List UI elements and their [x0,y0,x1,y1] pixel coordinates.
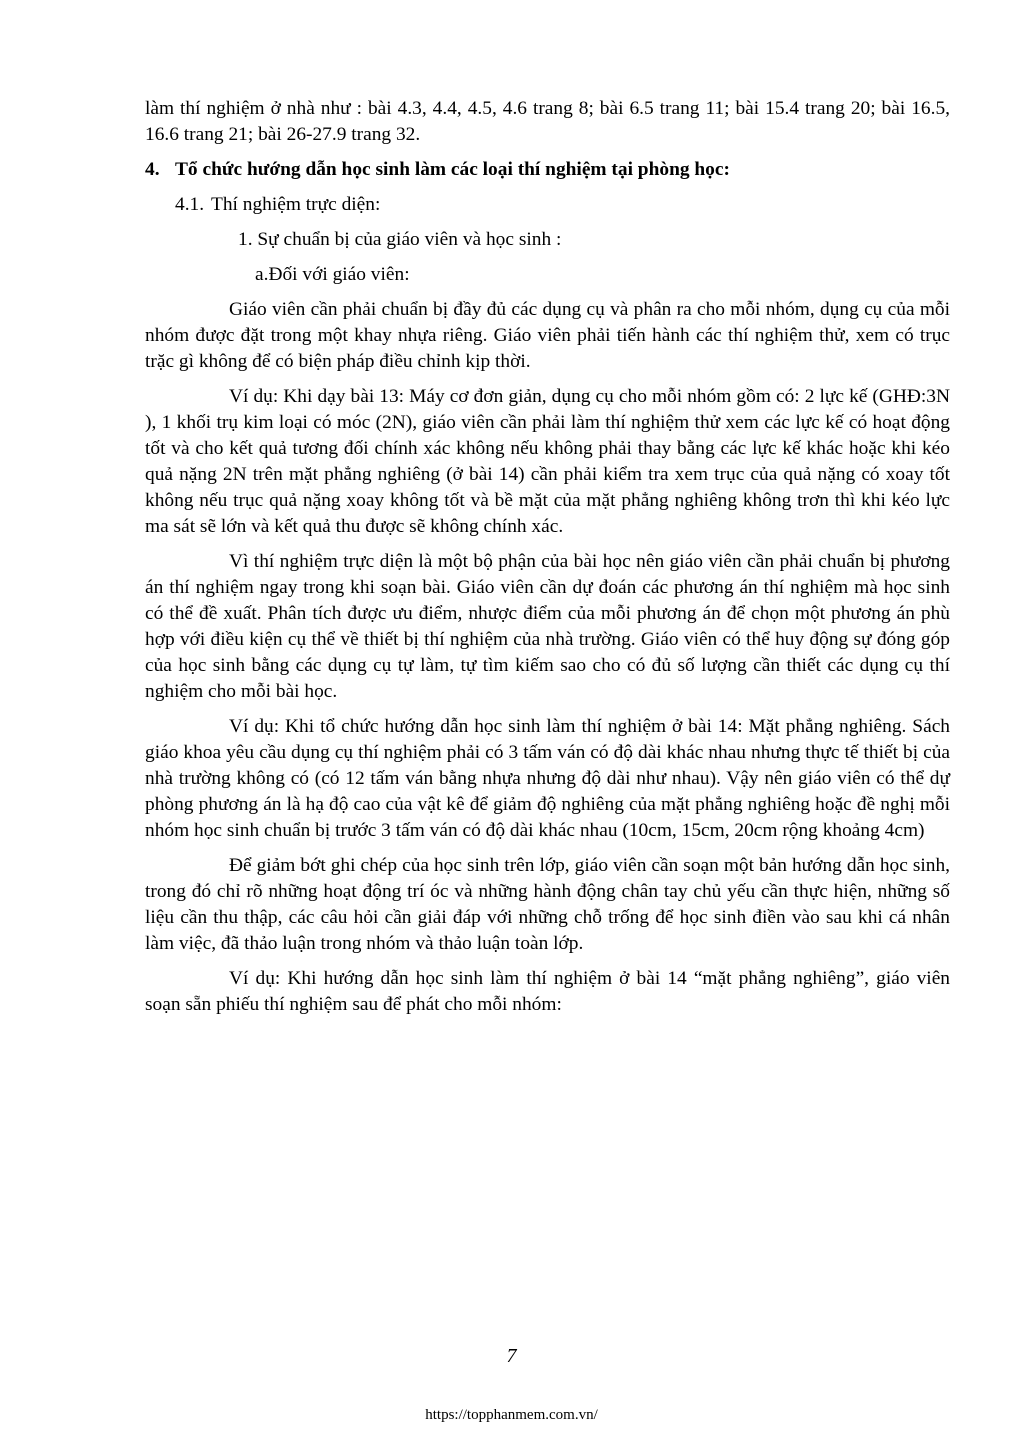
paragraph-example-lesson-13: Ví dụ: Khi dạy bài 13: Máy cơ đơn giản, dụng cụ cho mỗi nhóm gồm có: 2 lực kế (GHĐ:3N ), 1 khối trụ kim loại có móc (2N), giáo viên cần phải làm thí nghiệm thử xem các lực kế có hoạt động tốt và cho kết quả tương đối chính xác không nếu không phải thay bằng các lực kế khác hoặc khi kéo quả nặng 2N trên mặt phẳng nghiêng (ở bài 14) cần phải kiểm tra xem trục của quả nặng có xoay tốt không nếu trục quả nặng xoay không tốt và bề mặt của mặt phẳng nghiêng không trơn thì khi kéo lực ma sát sẽ lớn và kết quả thu được sẽ không chính xác. [145,386,950,537]
paragraph-direct-experiment: Vì thí nghiệm trực diện là một bộ phận của bài học nên giáo viên cần phải chuẩn bị phương án thí nghiệm ngay trong khi soạn bài. Giáo viên cần dự đoán các phương án thí nghiệm mà học sinh có thể đề xuất. Phân tích được ưu điểm, nhược điểm của mỗi phương án để chọn một phương án phù hợp với điều kiện cụ thể về thiết bị thí nghiệm của nhà trường. Giáo viên có thể huy động sự đóng góp của học sinh bằng các dụng cụ tự làm, tự tìm kiếm sao cho có đủ số lượng cần thiết các dụng cụ thí nghiệm cho mỗi bài học. [145,551,950,702]
footer-url[interactable]: https://topphanmem.com.vn/ [425,1407,598,1423]
subsection-number: 4.1. [175,194,205,215]
page-number: 7 [506,1345,517,1367]
paragraph-preparation: Giáo viên cần phải chuẩn bị đầy đủ các dụng cụ và phân ra cho mỗi nhóm, dụng cụ của mỗi nhóm được đặt trong một khay nhựa riêng. Giáo viên phải tiến hành các thí nghiệm thử, xem có trục trặc gì không để có biện pháp điều chỉnh kịp thời. [145,299,950,372]
section-title: Tổ chức hướng dẫn học sinh làm các loại thí nghiệm tại phòng học: [175,159,730,180]
paragraph-guidance-sheet: Để giảm bớt ghi chép của học sinh trên lớp, giáo viên cần soạn một bản hướng dẫn học sinh, trong đó chỉ rõ những hoạt động trí óc và những hành động chân tay chủ yếu cần thực hiện, những số liệu cần thu thập, các câu hỏi cần giải đáp với những chỗ trống để học sinh điền vào sau khi cá nhân làm việc, đã thảo luận trong nhóm và thảo luận toàn lớp. [145,855,950,954]
document-body [145,96,950,1027]
subsection-heading [175,192,950,218]
paragraph-example-lesson-14: Ví dụ: Khi tổ chức hướng dẫn học sinh làm thí nghiệm ở bài 14: Mặt phẳng nghiêng. Sách giáo khoa yêu cầu dụng cụ thí nghiệm phải có 3 tấm ván có độ dài khác nhau nhưng thực tế thiết bị của nhà trường không có (có 12 tấm ván bằng nhựa nhưng độ dài như nhau). Vậy nên giáo viên có thể dự phòng phương án là hạ độ cao của vật kê để giảm độ nghiêng của mặt phẳng nghiêng hoặc đề nghị mỗi nhóm học sinh chuẩn bị trước 3 tấm ván có độ dài khác nhau (10cm, 15cm, 20cm rộng khoảng 4cm) [145,716,950,841]
intro-paragraph: làm thí nghiệm ở nhà như : bài 4.3, 4.4, 4.5, 4.6 trang 8; bài 6.5 trang 11; bài 15.4 trang 20; bài 16.5, 16.6 trang 21; bài 26-27.9 trang 32. [145,98,950,145]
subsection-title: Thí nghiệm trực diện: [211,194,381,215]
list-item-a: a.Đối với giáo viên: [255,264,410,285]
section-number: 4. [145,159,160,180]
list-item-1: 1. Sự chuẩn bị của giáo viên và học sinh : [238,229,562,250]
paragraph-example-worksheet: Ví dụ: Khi hướng dẫn học sinh làm thí nghiệm ở bài 14 “mặt phẳng nghiêng”, giáo viên soạn sẵn phiếu thí nghiệm sau để phát cho mỗi nhóm: [145,968,950,1015]
section-heading [145,157,950,183]
